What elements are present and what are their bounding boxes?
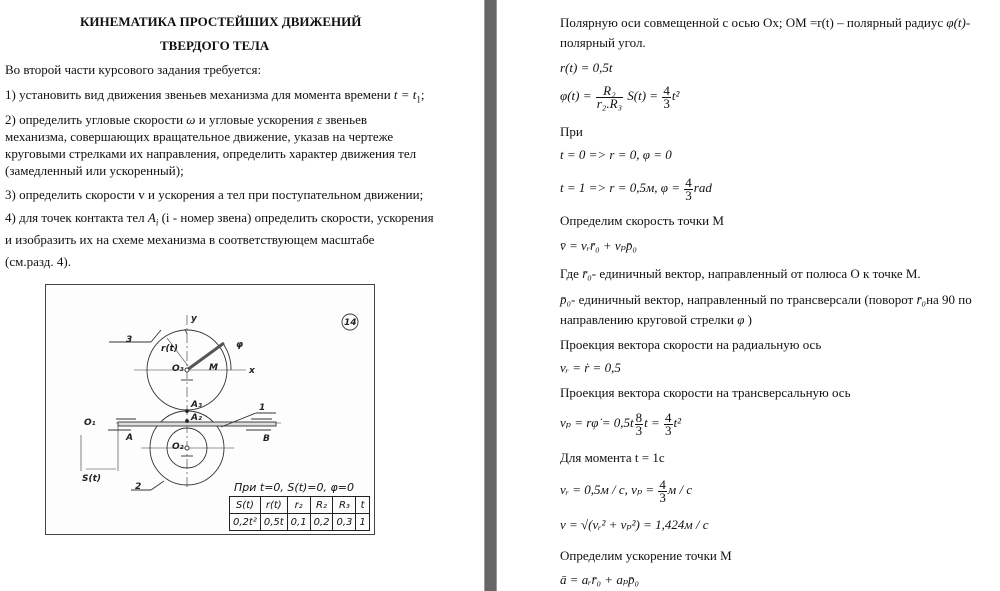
frac-den: 3 <box>685 187 692 203</box>
text-p0-line-2 <box>560 312 752 328</box>
heading-accel: Определим ускорение точки М <box>560 548 732 563</box>
item-4-line-3: (см.разд. 4). <box>5 254 71 269</box>
phi-t: φ(t) <box>946 15 966 30</box>
eq-t1 <box>560 172 712 204</box>
eq-vr: vᵣ = ṙ = 0,5 <box>560 360 621 375</box>
left-page <box>0 0 484 591</box>
eq-vals-a: vᵣ = 0,5м / с, vₚ = <box>560 482 655 497</box>
table-cell: 1 <box>356 514 369 531</box>
item-1-math: t = t <box>393 87 417 102</box>
text-p0 <box>560 292 972 308</box>
frac-num: 4 <box>685 174 692 190</box>
item-4-text-b: (i - номер звена) определить скорости, ускорения <box>161 210 434 225</box>
label-B: B <box>263 434 270 444</box>
item-2-text-b: и угловые ускорения <box>198 112 314 127</box>
item-4-sub: i <box>155 217 159 228</box>
eq-t0: t = 0 => r = 0, φ = 0 <box>560 147 672 162</box>
eq-vp-c: t² <box>673 415 682 430</box>
label-A: A <box>126 433 133 443</box>
eq-phi <box>560 80 679 112</box>
text-r0 <box>560 266 921 282</box>
heading-moment: Для момента t = 1с <box>560 450 665 465</box>
label-phi: φ <box>236 340 244 350</box>
label-O2: O₂ <box>172 442 184 452</box>
eq-vp-a: vₚ = rφ̇ = 0,5t <box>560 415 634 430</box>
eq-t1-a: t = 1 => r = 0,5м, φ = <box>560 180 681 195</box>
table-header: R₃ <box>333 497 356 514</box>
heading-transversal: Проекция вектора скорости на трансверсальную ось <box>560 385 851 400</box>
table-header: R₂ <box>310 497 333 514</box>
p0-desc: - единичный вектор, направленный по трансверсали (поворот <box>571 292 914 307</box>
table-header: r(t) <box>260 497 287 514</box>
item-2-text-a: 2) определить угловые скорости <box>5 112 184 127</box>
heading-speed: Определим скорость точки М <box>560 213 724 228</box>
frac-den: 3 <box>665 422 672 438</box>
eq-r: r(t) = 0,5t <box>560 60 613 75</box>
frac-num: 8 <box>635 409 643 425</box>
frac-den: 3 <box>659 489 666 505</box>
phi-symbol: φ <box>737 312 745 327</box>
r0-symbol: r̄₀ <box>582 266 592 281</box>
label-x: x <box>249 366 255 376</box>
intro-text: Во второй части курсового задания требуется: <box>5 62 262 77</box>
figure-caption: При t=0, S(t)=0, φ=0 <box>234 481 354 494</box>
item-1-text: 1) установить вид движения звеньев механизма для момента времени <box>5 87 391 102</box>
item-1 <box>5 87 425 108</box>
item-4-math: A <box>147 210 156 225</box>
label-y: y <box>191 314 197 324</box>
label-M: M <box>209 363 218 373</box>
label-S: S(t) <box>82 474 102 484</box>
dash: - <box>965 15 971 30</box>
text-polar-angle: полярный угол. <box>560 35 646 50</box>
eq-t1-b: rad <box>693 180 712 195</box>
table-cell: 0,3 <box>333 514 356 531</box>
eq-vp-b: t = <box>644 415 660 430</box>
epsilon-symbol: ε <box>316 112 322 127</box>
eq-phi-a: φ(t) = <box>560 88 592 103</box>
table-header: t <box>356 497 369 514</box>
table-cell: 0,2 <box>310 514 333 531</box>
omega-symbol: ω <box>186 112 196 127</box>
eq-v: v̄ = vᵣr̄₀ + vₚp̄₀ <box>560 238 637 253</box>
p0-symbol: p̄₀ <box>560 292 572 307</box>
eq-phi-c: t² <box>671 88 680 103</box>
eq-a: ā = aᵣr̄₀ + aₚp̄₀ <box>560 572 640 587</box>
r0-desc: - единичный вектор, направленный от полюса О к точке М. <box>591 266 921 281</box>
eq-v-total: v = √(vᵣ² + vₚ²) = 1,424м / с <box>560 517 709 532</box>
p0-desc-end: на 90 по <box>926 292 972 307</box>
figure-number: 14 <box>344 318 357 328</box>
item-2-line-4: (замедленный или ускоренный); <box>5 163 184 178</box>
title-line-2: ТВЕРДОГО ТЕЛА <box>160 38 270 53</box>
frac-den: 3 <box>635 422 643 438</box>
table-cell: 0,2t² <box>230 514 261 531</box>
table-cell: 0,5t <box>260 514 287 531</box>
frac-num: 4 <box>663 82 670 98</box>
paren: ) <box>747 312 752 327</box>
gde: Где <box>560 266 579 281</box>
table-header: r₂ <box>287 497 310 514</box>
table-header-row <box>230 497 370 514</box>
mechanism-figure <box>45 284 375 535</box>
table-header: S(t) <box>230 497 261 514</box>
frac-num: 4 <box>659 476 666 492</box>
frac-den: r₂.R₃ <box>596 95 623 111</box>
label-O1: O₁ <box>84 418 96 428</box>
label-A3: A₃ <box>191 400 202 410</box>
eq-values <box>560 474 692 506</box>
p0-line2-text: направлению круговой стрелки <box>560 312 734 327</box>
title-line-1: КИНЕМАТИКА ПРОСТЕЙШИХ ДВИЖЕНИЙ <box>80 14 362 29</box>
item-1-sub: 1 <box>416 94 421 105</box>
label-2: 2 <box>135 482 142 492</box>
label-A2: A₂ <box>191 413 202 423</box>
text-polar-axis <box>560 15 970 31</box>
item-4 <box>5 210 434 231</box>
polar-text: Полярную оси совмещенной с осью Ox; OM =r(t) – полярный радиус <box>560 15 944 30</box>
frac-num: 4 <box>665 409 672 425</box>
tube-OM <box>187 343 224 370</box>
item-2 <box>5 112 367 128</box>
eq-phi-b: S(t) = <box>627 88 659 103</box>
label-1: 1 <box>259 403 266 413</box>
label-r: r(t) <box>161 344 178 354</box>
right-page <box>497 0 1000 591</box>
table-row <box>230 514 370 531</box>
r0-symbol: r̄₀ <box>916 292 927 307</box>
frac-den: 3 <box>663 95 670 111</box>
page-divider <box>484 0 497 591</box>
table-cell: 0,1 <box>287 514 310 531</box>
item-2-line-2: механизма, совершающих вращательное движение, указав на чертеже <box>5 129 394 144</box>
item-3: 3) определить скорости v и ускорения a тел при поступательном движении; <box>5 187 424 202</box>
item-4-line-2: и изобразить их на схеме механизма в соответствующем масштабе <box>5 232 375 247</box>
item-2-line-3: круговыми стрелками их направления, определить характер движения тел <box>5 146 417 161</box>
frac-num: R₂ <box>596 85 623 98</box>
eq-vp <box>560 407 681 439</box>
text-pri: При <box>560 124 583 139</box>
eq-vals-b: м / с <box>667 482 693 497</box>
label-O3: O₃ <box>172 364 184 374</box>
parameters-table <box>229 496 370 531</box>
heading-radial: Проекция вектора скорости на радиальную ось <box>560 337 822 352</box>
label-3: 3 <box>126 335 133 345</box>
item-1-end: ; <box>420 87 425 102</box>
item-4-text-a: 4) для точек контакта тел <box>5 210 145 225</box>
item-2-text-c: звеньев <box>325 112 367 127</box>
